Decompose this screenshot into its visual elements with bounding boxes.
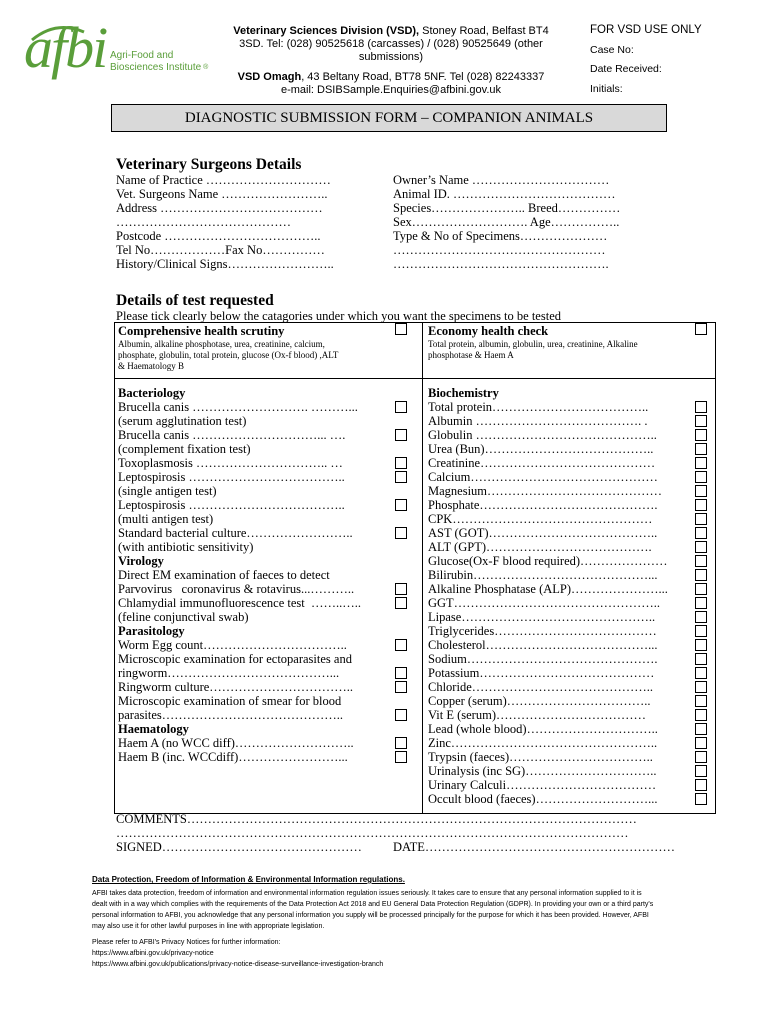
list-item: Alkaline Phosphatase (ALP)…………………...: [428, 582, 668, 596]
tests-instruction: Please tick clearly below the catagories under which you want the specimens to be tested: [116, 309, 561, 323]
list-item: Phosphate…………………………………….: [428, 498, 658, 512]
initials-field[interactable]: Initials:: [590, 83, 623, 95]
specimens-field-3[interactable]: …………………………………………….: [393, 257, 609, 271]
date-field[interactable]: DATE……………………………………………………: [393, 840, 675, 854]
biochemistry-test-checkbox[interactable]: [695, 793, 707, 805]
comprehensive-description: Albumin, alkaline phosphotase, urea, creatinine, calcium, phosphate, globulin, total protein, glucose (Ox-f blood) ,ALT & Haematology B: [118, 339, 339, 371]
privacy-notice-links: [92, 937, 383, 970]
biochemistry-test-checkbox[interactable]: [695, 415, 707, 427]
list-item: parasites……………………………………..: [118, 708, 343, 722]
list-item: Lead (whole blood)…………………………..: [428, 722, 658, 736]
list-item: Chloride……………………………………..: [428, 680, 653, 694]
list-item: Standard bacterial culture……………………..: [118, 526, 353, 540]
logo-tagline: Agri-Food and Biosciences Institute ®: [110, 50, 209, 73]
economy-checkbox[interactable]: [695, 323, 707, 335]
bacteriology-heading: Bacteriology: [118, 386, 186, 400]
haem-a-checkbox[interactable]: [395, 737, 407, 749]
case-no-field[interactable]: Case No:: [590, 44, 634, 56]
list-item: Parvovirus coronavirus & rotavirus...………..: [118, 582, 355, 596]
biochemistry-test-checkbox[interactable]: [695, 737, 707, 749]
postcode-field[interactable]: Postcode ………………………………..: [116, 229, 321, 243]
list-item: (feline conjunctival swab): [118, 610, 249, 624]
ectoparasites-checkbox[interactable]: [395, 667, 407, 679]
economy-description: Total protein, albumin, globulin, urea, creatinine, Alkaline phosphotase & Haem A: [428, 339, 638, 360]
biochemistry-test-checkbox[interactable]: [695, 639, 707, 651]
list-item: Bilirubin……………………………………...: [428, 568, 658, 582]
date-received-field[interactable]: Date Received:: [590, 63, 662, 75]
list-item: Globulin ……………………………………..: [428, 428, 657, 442]
brucella-cft-checkbox[interactable]: [395, 429, 407, 441]
list-item: Cholesterol…………………………………...: [428, 638, 658, 652]
comments-field-2[interactable]: ……………………………………………………………………………………………………………: [116, 826, 629, 840]
owner-name-field[interactable]: Owner’s Name ……………………………: [393, 173, 610, 187]
animal-id-field[interactable]: Animal ID. …………………………………: [393, 187, 616, 201]
list-item: Glucose(Ox-F blood required)…………………: [428, 554, 668, 568]
biochemistry-test-checkbox[interactable]: [695, 723, 707, 735]
list-item: (single antigen test): [118, 484, 217, 498]
list-item: (multi antigen test): [118, 512, 214, 526]
biochemistry-test-checkbox[interactable]: [695, 443, 707, 455]
list-item: Chlamydial immunofluorescence test ……..…..: [118, 596, 362, 610]
logo-wordmark: afbi: [24, 15, 107, 80]
list-item: Urea (Bun)…………………………………..: [428, 442, 654, 456]
biochemistry-test-checkbox[interactable]: [695, 555, 707, 567]
biochemistry-test-checkbox[interactable]: [695, 513, 707, 525]
specimens-field[interactable]: Type & No of Specimens…………………: [393, 229, 608, 243]
list-item: Creatinine……………………………………: [428, 456, 656, 470]
biochemistry-test-checkbox[interactable]: [695, 527, 707, 539]
virology-heading: Virology: [118, 554, 164, 568]
owner-details-right: [393, 173, 620, 271]
haematology-heading: Haematology: [118, 722, 189, 736]
biochemistry-heading: Biochemistry: [428, 386, 499, 400]
address-field[interactable]: Address …………………………………: [116, 201, 323, 215]
list-item: Haem B (inc. WCCdiff)……………………...: [118, 750, 348, 764]
list-item: Triglycerides…………………………………: [428, 624, 657, 638]
parasitology-heading: Parasitology: [118, 624, 185, 638]
biochemistry-test-checkbox[interactable]: [695, 611, 707, 623]
list-item: Microscopic examination for ectoparasites and: [118, 652, 352, 666]
worm-egg-count-checkbox[interactable]: [395, 639, 407, 651]
vsd-address-block: Veterinary Sciences Division (VSD), Stoney Road, Belfast BT4 3SD. Tel: (028) 90525618 (carcasses) / (028) 90525649 (other submissions): [233, 25, 549, 63]
biochemistry-test-checkbox[interactable]: [695, 625, 707, 637]
list-item: Ringworm culture……………………………..: [118, 680, 354, 694]
species-breed-field[interactable]: Species………………….. Breed……………: [393, 201, 621, 215]
vet-name-field[interactable]: Vet. Surgeons Name ……………………..: [116, 187, 328, 201]
tests-table-divider: [422, 322, 423, 814]
list-item: GGT…………………………………………..: [428, 596, 660, 610]
list-item: Worm Egg count……………………………..: [118, 638, 347, 652]
list-item: Vit E (serum)………………………………: [428, 708, 646, 722]
list-item: Toxoplasmosis ………………………….. …: [118, 456, 343, 470]
biochemistry-test-checkbox[interactable]: [695, 681, 707, 693]
comprehensive-title: Comprehensive health scrutiny: [118, 324, 285, 338]
list-item: Leptospirosis ………………………………..: [118, 470, 345, 484]
list-item: AST (GOT)…………………………………..: [428, 526, 658, 540]
em-faeces-checkbox[interactable]: [395, 583, 407, 595]
brucella-serum-checkbox[interactable]: [395, 401, 407, 413]
biochemistry-test-checkbox[interactable]: [695, 471, 707, 483]
biochemistry-test-checkbox[interactable]: [695, 653, 707, 665]
afbi-logo: [22, 15, 212, 88]
biochemistry-test-checkbox[interactable]: [695, 765, 707, 777]
biochemistry-test-checkbox[interactable]: [695, 779, 707, 791]
signed-field[interactable]: SIGNED…………………………………………: [116, 840, 362, 854]
form-title: DIAGNOSTIC SUBMISSION FORM – COMPANION ANIMALS: [111, 104, 667, 132]
list-item: Magnesium……………………………………: [428, 484, 663, 498]
list-item: Haem A (no WCC diff)………………………..: [118, 736, 354, 750]
chlamydial-checkbox[interactable]: [395, 597, 407, 609]
list-item: Potassium……………………………………: [428, 666, 655, 680]
history-field[interactable]: History/Clinical Signs……………………..: [116, 257, 334, 271]
list-item: (with antibiotic sensitivity): [118, 540, 254, 554]
tel-fax-field[interactable]: Tel No………………Fax No……………: [116, 243, 325, 257]
tests-heading: Details of test requested: [116, 292, 274, 309]
blood-parasites-checkbox[interactable]: [395, 709, 407, 721]
privacy-notice-link[interactable]: https://www.afbini.gov.uk/privacy-notice: [92, 950, 214, 957]
biochemistry-test-checkbox[interactable]: [695, 695, 707, 707]
biochemistry-test-checkbox[interactable]: [695, 583, 707, 595]
biochemistry-test-checkbox[interactable]: [695, 429, 707, 441]
biochemistry-test-checkbox[interactable]: [695, 457, 707, 469]
list-item: Direct EM examination of faeces to detect: [118, 568, 330, 582]
list-item: Urinary Calculi………………………………: [428, 778, 657, 792]
list-item: Sodium……………………………………….: [428, 652, 658, 666]
vsd-use-only-label: FOR VSD USE ONLY: [590, 24, 702, 36]
list-item: Urinalysis (inc SG)…………………………..: [428, 764, 657, 778]
biochemistry-test-checkbox[interactable]: [695, 667, 707, 679]
omagh-address-block: VSD Omagh, 43 Beltany Road, BT78 5NF. Tel (028) 82243337 e-mail: DSIBSample.Enquiries@afbini.gov.uk: [237, 71, 545, 96]
biochemistry-test-checkbox[interactable]: [695, 597, 707, 609]
ringworm-culture-checkbox[interactable]: [395, 681, 407, 693]
list-item: ringworm…………………………………...: [118, 666, 340, 680]
list-item: Lipase………………………………………..: [428, 610, 656, 624]
leptospirosis-multi-checkbox[interactable]: [395, 499, 407, 511]
biochemistry-test-checkbox[interactable]: [695, 709, 707, 721]
list-item: Brucella canis …………………………... ….: [118, 428, 346, 442]
list-item: (serum agglutination test): [118, 414, 247, 428]
list-item: Copper (serum)……………………………..: [428, 694, 651, 708]
bacterial-culture-checkbox[interactable]: [395, 527, 407, 539]
list-item: Calcium………………………………………: [428, 470, 658, 484]
biochemistry-test-checkbox[interactable]: [695, 401, 707, 413]
tests-table-row-divider: [114, 378, 716, 379]
right-tests-list: [428, 386, 668, 806]
specimens-field-2[interactable]: ……………………………………………: [393, 243, 606, 257]
biochemistry-test-checkbox[interactable]: [695, 541, 707, 553]
list-item: (complement fixation test): [118, 442, 251, 456]
address-field-2[interactable]: ……………………………………: [116, 215, 291, 229]
practice-name-field[interactable]: Name of Practice …………………………: [116, 173, 331, 187]
vet-details-left: [116, 173, 334, 271]
privacy-refer-text: Please refer to AFBI's Privacy Notices for further information:: [92, 939, 281, 946]
list-item: Zinc…………………………………………..: [428, 736, 658, 750]
toxoplasmosis-checkbox[interactable]: [395, 457, 407, 469]
economy-title: Economy health check: [428, 324, 549, 338]
list-item: CPK…………………………………………: [428, 512, 653, 526]
comments-field[interactable]: COMMENTS………………………………………………………………………………………………: [116, 812, 637, 826]
biochemistry-test-checkbox[interactable]: [695, 569, 707, 581]
biochemistry-test-checkbox[interactable]: [695, 751, 707, 763]
haem-b-checkbox[interactable]: [395, 751, 407, 763]
vet-section-heading: Veterinary Surgeons Details: [116, 156, 302, 173]
list-item: Microscopic examination of smear for blood: [118, 694, 342, 708]
list-item: Leptospirosis ………………………………..: [118, 498, 345, 512]
list-item: Occult blood (faeces)………………………...: [428, 792, 658, 806]
list-item: Brucella canis ………………………. ………...: [118, 400, 358, 414]
list-item: Total protein………………………………..: [428, 400, 649, 414]
privacy-notice-dsib-link[interactable]: https://www.afbini.gov.uk/publications/privacy-notice-disease-surveillance-investigation-branch: [92, 961, 384, 968]
sex-age-field[interactable]: Sex………………………. Age……………..: [393, 215, 620, 229]
biochemistry-test-checkbox[interactable]: [695, 485, 707, 497]
data-protection-heading: Data Protection, Freedom of Information & Environmental Information regulations.: [92, 875, 405, 884]
comprehensive-checkbox[interactable]: [395, 323, 407, 335]
list-item: Albumin …………………………………. .: [428, 414, 648, 428]
list-item: ALT (GPT)………………………………….: [428, 540, 652, 554]
biochemistry-test-checkbox[interactable]: [695, 499, 707, 511]
leptospirosis-single-checkbox[interactable]: [395, 471, 407, 483]
left-tests-list: [118, 386, 361, 764]
data-protection-text: AFBI takes data protection, freedom of information and environmental information regulation issues seriously. It takes care to ensure that any personal information supplied to it is dealt with in a way which complies with the requirements of the Data Protection Act 2018 and EU General Data Protection Regulation (GDPR). In providing your own or a third party's personal information to AFBI, you acknowledge that any personal information you supply will be processed principally for the purpose for which it has been provided. However, AFBI may also use it for other lawful purposes in line with appropriate legislation.: [92, 890, 654, 930]
list-item: Trypsin (faeces)……………………………..: [428, 750, 653, 764]
